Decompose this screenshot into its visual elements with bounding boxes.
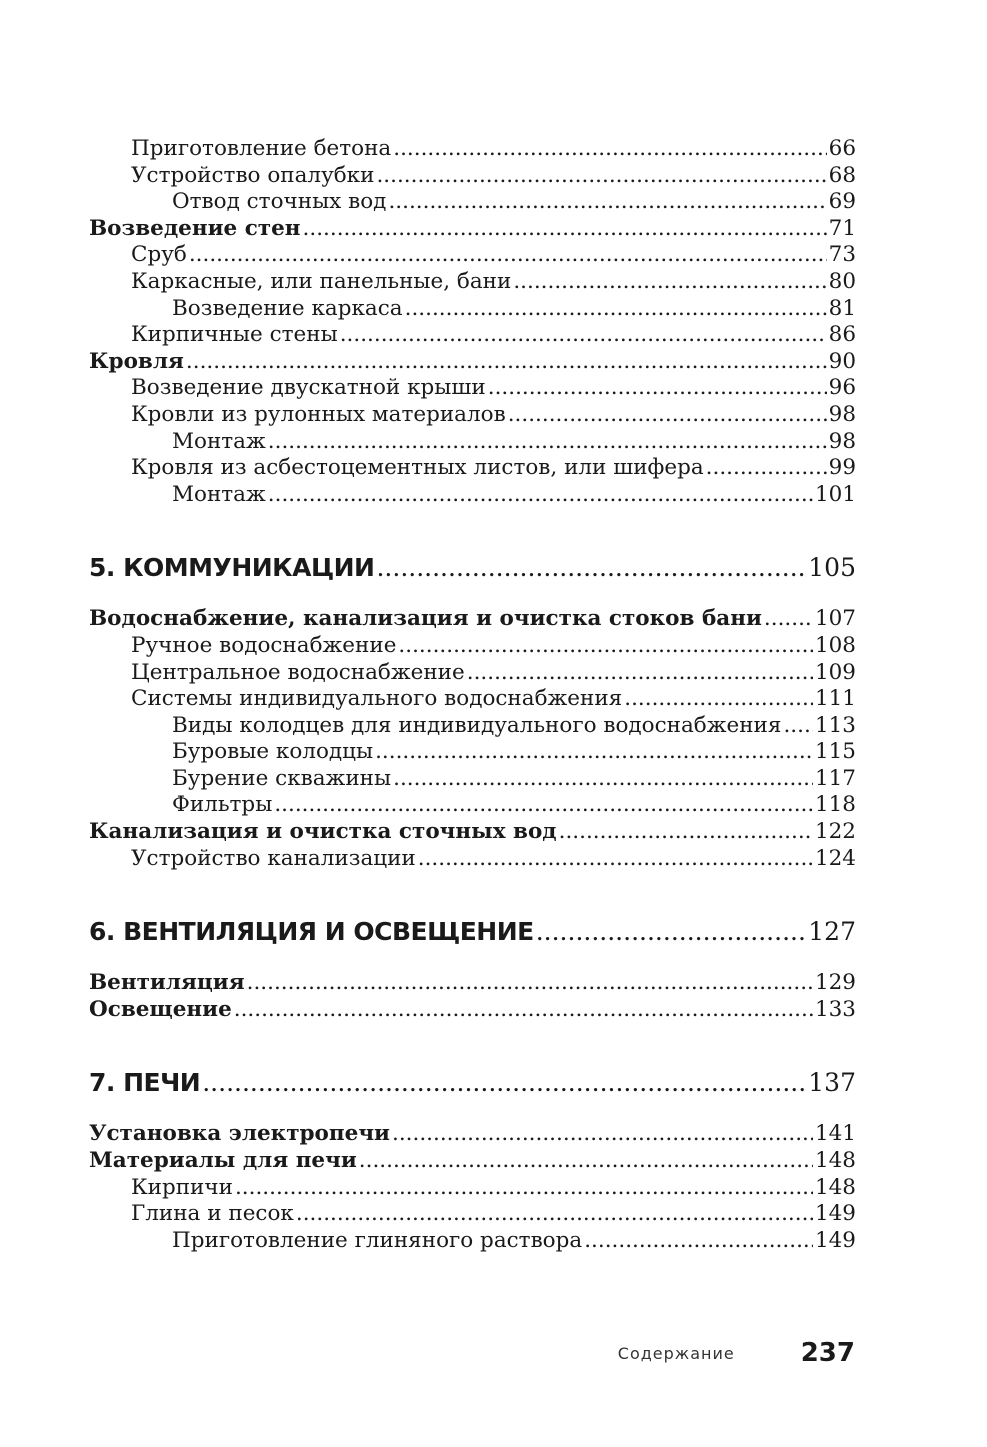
dot-leader xyxy=(388,189,826,216)
dot-leader xyxy=(186,349,827,376)
toc-section-title: Материалы для печи xyxy=(89,1148,357,1174)
dot-leader xyxy=(268,429,827,456)
toc-entry-title: Фильтры xyxy=(172,792,273,818)
dot-leader xyxy=(584,1228,813,1255)
toc-entry-page: 86 xyxy=(828,322,856,348)
toc-entry-page: 66 xyxy=(828,136,856,161)
toc-section[interactable] xyxy=(89,216,856,243)
toc-entry[interactable] xyxy=(89,792,856,819)
toc-section-title: Водоснабжение, канализация и очистка стоков бани xyxy=(89,606,762,632)
toc-entry[interactable] xyxy=(89,375,856,402)
dot-leader xyxy=(235,1175,813,1202)
toc-section[interactable] xyxy=(89,997,856,1024)
toc-entry[interactable] xyxy=(89,429,856,456)
toc-entry-page: 149 xyxy=(814,1227,856,1253)
toc-entry-page: 113 xyxy=(814,712,856,738)
toc-entry[interactable] xyxy=(89,136,856,163)
dot-leader xyxy=(513,269,826,296)
toc-entry[interactable] xyxy=(89,189,856,216)
toc-chapter-title: 7. ПЕЧИ xyxy=(89,1068,201,1098)
toc-entry-title: Кровля из асбестоцементных листов, или шифера xyxy=(131,455,704,481)
toc-entry[interactable] xyxy=(89,163,856,190)
toc-entry-title: Монтаж xyxy=(172,428,266,454)
toc-section-title: Возведение стен xyxy=(89,215,301,241)
toc-entry[interactable] xyxy=(89,660,856,687)
toc-section-title: Канализация и очистка сточных вод xyxy=(89,819,557,845)
toc-entry-page: 149 xyxy=(814,1201,856,1227)
toc-entry-title: Центральное водоснабжение xyxy=(131,659,465,685)
toc-entry-title: Кирпичные стены xyxy=(131,322,338,348)
toc-section[interactable] xyxy=(89,819,856,846)
toc-chapter-page: 137 xyxy=(808,1068,856,1098)
dot-leader xyxy=(393,136,826,163)
dot-leader xyxy=(488,375,827,402)
toc-section-title: Установка электропечи xyxy=(89,1121,390,1147)
dot-leader xyxy=(376,163,826,190)
toc-entry-page: 117 xyxy=(814,765,856,791)
toc-entry-page: 124 xyxy=(814,845,856,871)
toc-entry-page: 115 xyxy=(814,739,856,765)
toc-section[interactable] xyxy=(89,606,856,633)
toc-entry-title: Возведение двускатной крыши xyxy=(131,375,486,401)
toc-section-page: 107 xyxy=(814,606,856,632)
toc-entry-title: Каркасные, или панельные, бани xyxy=(131,268,512,294)
dot-leader xyxy=(764,606,813,633)
toc-chapter[interactable] xyxy=(89,552,856,584)
toc-chapter-title: 6. ВЕНТИЛЯЦИЯ И ОСВЕЩЕНИЕ xyxy=(89,917,534,947)
toc-section[interactable] xyxy=(89,1121,856,1148)
toc-section-page: 71 xyxy=(828,215,856,241)
dot-leader xyxy=(268,482,813,509)
toc-entry-title: Буровые колодцы xyxy=(172,739,374,765)
dot-leader xyxy=(624,686,813,713)
toc-entry[interactable] xyxy=(89,739,856,766)
table-of-contents xyxy=(89,136,856,1254)
toc-entry-page: 98 xyxy=(828,428,856,454)
toc-entry-title: Возведение каркаса xyxy=(172,295,403,321)
toc-section-page: 129 xyxy=(814,970,856,996)
toc-entry[interactable] xyxy=(89,269,856,296)
toc-entry-page: 96 xyxy=(828,375,856,401)
dot-leader xyxy=(274,792,813,819)
toc-entry-page: 109 xyxy=(814,659,856,685)
dot-leader xyxy=(234,997,813,1024)
dot-leader xyxy=(418,846,813,873)
dot-leader xyxy=(359,1148,813,1175)
toc-entry[interactable] xyxy=(89,713,856,740)
toc-entry-page: 80 xyxy=(828,268,856,294)
toc-entry-title: Кровли из рулонных материалов xyxy=(131,401,506,427)
dot-leader xyxy=(706,455,827,482)
toc-entry[interactable] xyxy=(89,482,856,509)
toc-entry-page: 111 xyxy=(814,686,856,712)
dot-leader xyxy=(296,1201,813,1228)
dot-leader xyxy=(398,633,813,660)
dot-leader xyxy=(392,1121,813,1148)
toc-chapter[interactable] xyxy=(89,1067,856,1099)
toc-section-page: 122 xyxy=(814,819,856,845)
toc-entry-title: Приготовление бетона xyxy=(131,136,392,161)
toc-entry-title: Устройство опалубки xyxy=(131,162,375,188)
toc-entry-page: 108 xyxy=(814,632,856,658)
toc-entry-title: Сруб xyxy=(131,242,187,268)
toc-entry[interactable] xyxy=(89,322,856,349)
toc-entry-title: Ручное водоснабжение xyxy=(131,632,397,658)
dot-leader xyxy=(375,739,813,766)
toc-chapter-page: 127 xyxy=(808,917,856,947)
toc-entry[interactable] xyxy=(89,846,856,873)
running-footer-label: Содержание xyxy=(617,1343,735,1363)
dot-leader xyxy=(783,713,812,740)
toc-entry-title: Кирпичи xyxy=(131,1174,233,1200)
toc-entry-page: 118 xyxy=(814,792,856,818)
dot-leader xyxy=(559,819,813,846)
toc-entry[interactable] xyxy=(89,402,856,429)
toc-entry[interactable] xyxy=(89,296,856,323)
toc-entry-page: 99 xyxy=(828,455,856,481)
toc-entry-page: 73 xyxy=(828,242,856,268)
page-footer xyxy=(0,1338,855,1368)
toc-entry[interactable] xyxy=(89,686,856,713)
toc-entry-page: 68 xyxy=(828,162,856,188)
dot-leader xyxy=(376,552,806,584)
dot-leader xyxy=(247,970,813,997)
toc-entry-title: Системы индивидуального водоснабжения xyxy=(131,686,623,712)
dot-leader xyxy=(189,242,827,269)
toc-section-page: 141 xyxy=(814,1121,856,1147)
toc-section-title: Освещение xyxy=(89,996,232,1022)
toc-entry[interactable] xyxy=(89,242,856,269)
toc-section-page: 90 xyxy=(828,348,856,374)
toc-section-page: 133 xyxy=(814,996,856,1022)
dot-leader xyxy=(303,216,827,243)
toc-entry-title: Монтаж xyxy=(172,481,266,507)
dot-leader xyxy=(340,322,827,349)
toc-section-title: Кровля xyxy=(89,348,184,374)
dot-leader xyxy=(536,916,807,948)
toc-entry[interactable] xyxy=(89,1201,856,1228)
toc-entry-page: 98 xyxy=(828,401,856,427)
dot-leader xyxy=(508,402,827,429)
toc-chapter[interactable] xyxy=(89,916,856,948)
dot-leader xyxy=(467,660,813,687)
toc-entry-page: 101 xyxy=(814,481,856,507)
toc-entry[interactable] xyxy=(89,1228,856,1255)
dot-leader xyxy=(202,1067,806,1099)
toc-entry-title: Приготовление глиняного раствора xyxy=(172,1227,583,1253)
toc-entry[interactable] xyxy=(89,1175,856,1202)
toc-entry-title: Устройство канализации xyxy=(131,845,416,871)
toc-section-title: Вентиляция xyxy=(89,970,245,996)
toc-section-page: 148 xyxy=(814,1148,856,1174)
toc-section[interactable] xyxy=(89,349,856,376)
toc-chapter-page: 105 xyxy=(808,553,856,583)
toc-chapter-title: 5. КОММУНИКАЦИИ xyxy=(89,553,375,583)
dot-leader xyxy=(405,296,827,323)
toc-entry-page: 81 xyxy=(828,295,856,321)
toc-entry-title: Бурение скважины xyxy=(172,765,392,791)
toc-section[interactable] xyxy=(89,970,856,997)
page-number: 237 xyxy=(800,1338,855,1368)
toc-entry[interactable] xyxy=(89,766,856,793)
toc-entry-title: Глина и песок xyxy=(131,1201,294,1227)
toc-section[interactable] xyxy=(89,1148,856,1175)
toc-entry-page: 148 xyxy=(814,1174,856,1200)
toc-entry-title: Отвод сточных вод xyxy=(172,189,387,215)
toc-entry-page: 69 xyxy=(828,189,856,215)
dot-leader xyxy=(393,766,813,793)
toc-entry[interactable] xyxy=(89,633,856,660)
toc-entry[interactable] xyxy=(89,455,856,482)
toc-entry-title: Виды колодцев для индивидуального водоснабжения xyxy=(172,712,782,738)
